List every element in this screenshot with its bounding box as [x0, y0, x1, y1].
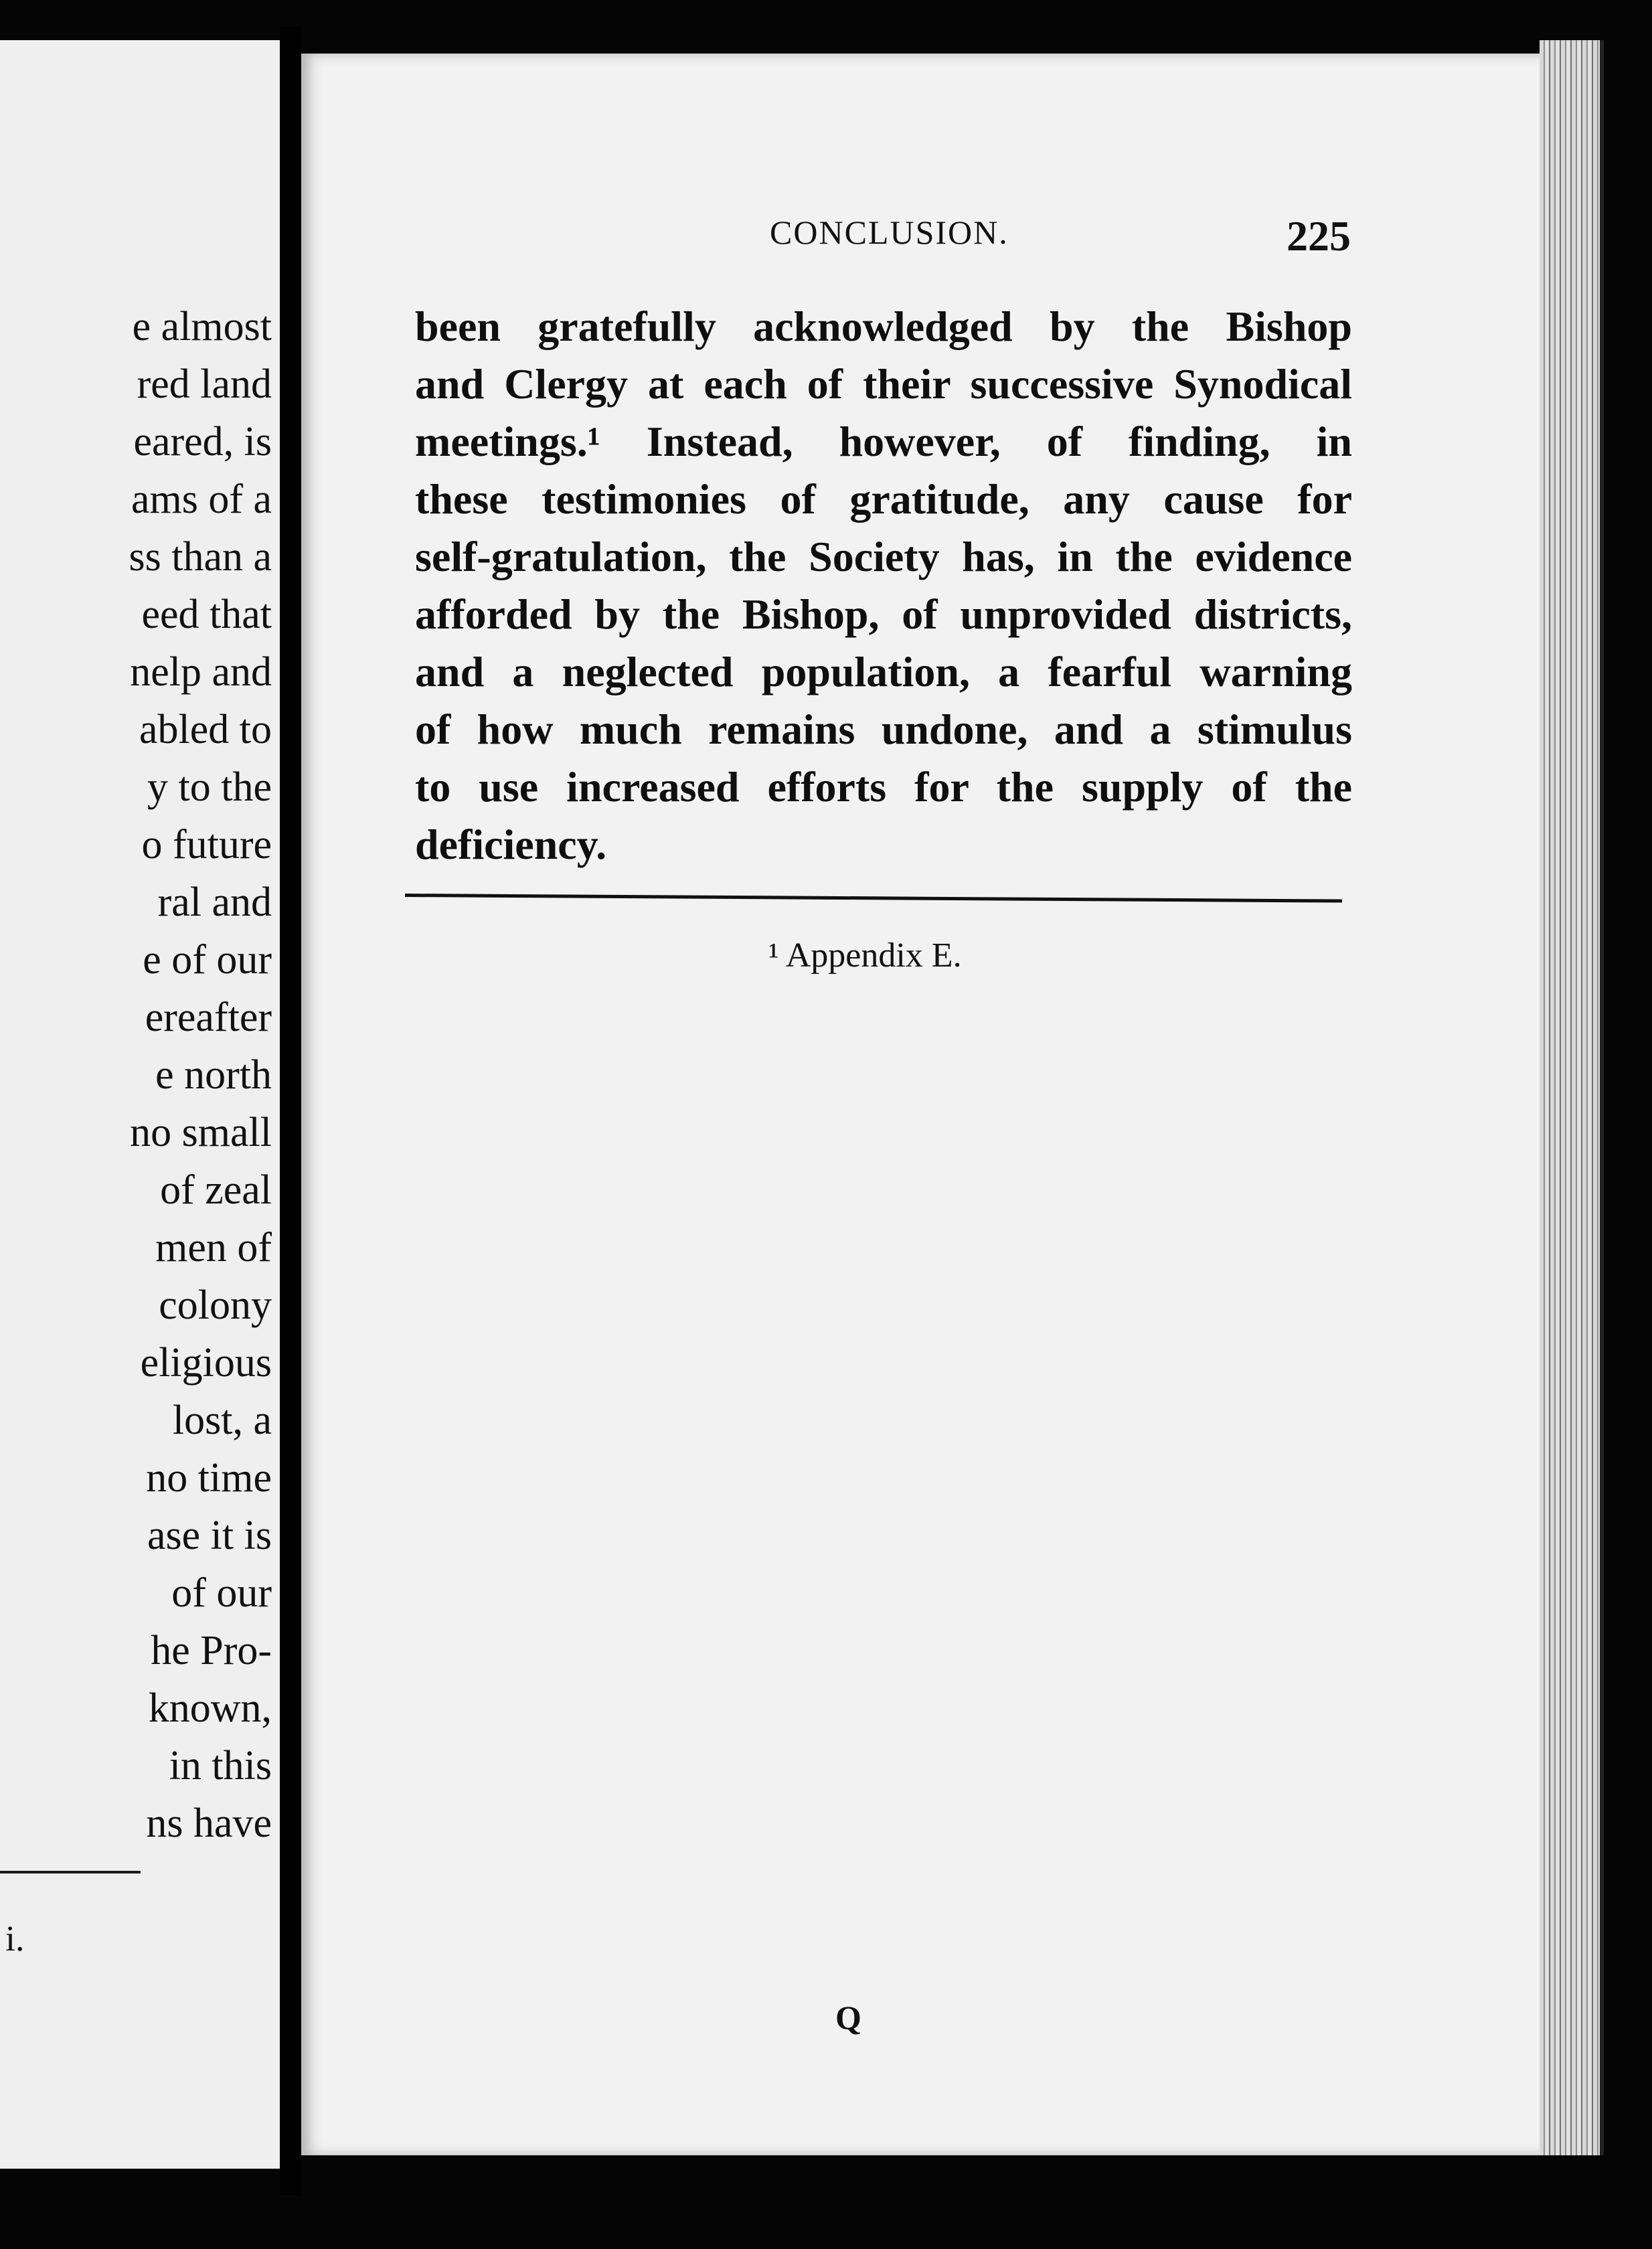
book-gutter: [280, 27, 301, 2195]
left-page-line: red land: [137, 361, 272, 407]
left-page-line: e almost: [132, 304, 272, 349]
body-text-line: been gratefully acknowledged by the Bishop: [415, 303, 1352, 350]
body-text-line: and Clergy at each of their successive Synodical: [415, 360, 1352, 408]
left-page-line: of our: [171, 1570, 272, 1616]
left-page-line: men of: [155, 1225, 272, 1270]
body-text-line: these testimonies of gratitude, any cause for: [415, 475, 1352, 523]
left-page-line: no time: [146, 1455, 272, 1501]
left-page-line: colony: [159, 1282, 272, 1328]
left-page-line: ral and: [157, 880, 272, 925]
left-page-line: ereafter: [145, 995, 272, 1040]
body-text-line: deficiency.: [415, 821, 607, 868]
footnote: ¹ Appendix E.: [768, 936, 962, 975]
body-text-line: meetings.¹ Instead, however, of finding, in: [415, 418, 1352, 465]
left-page-line: y to the: [147, 764, 272, 810]
left-page-line: ns have: [146, 1801, 272, 1846]
left-page-line: ams of a: [131, 477, 272, 522]
left-page-line: no small: [130, 1110, 272, 1155]
left-footnote-rule: [0, 1871, 141, 1873]
left-page-line: ase it is: [147, 1513, 272, 1558]
left-page-line: eligious: [140, 1340, 272, 1386]
body-text-line: and a neglected population, a fearful warning: [415, 648, 1352, 695]
left-facing-page: [0, 40, 280, 2169]
signature-mark: Q: [835, 1999, 861, 2036]
left-page-line: o future: [141, 822, 272, 867]
left-page-line: e north: [155, 1052, 272, 1098]
left-page-line: nelp and: [130, 649, 272, 695]
left-page-line: he Pro-: [151, 1628, 272, 1673]
left-page-line: eed that: [141, 592, 272, 637]
left-page-line: eared, is: [133, 419, 272, 465]
page-edges: [1540, 40, 1604, 2155]
page-number: 225: [1287, 212, 1351, 260]
left-page-line: in this: [169, 1743, 272, 1788]
left-page-line: e of our: [143, 937, 272, 983]
left-page-line: ss than a: [129, 534, 272, 580]
left-footnote: i.: [5, 1918, 25, 1959]
left-page-line: of zeal: [160, 1167, 272, 1213]
left-page-line: known,: [148, 1685, 272, 1731]
body-text-line: self-gratulation, the Society has, in the evidence: [415, 533, 1352, 580]
running-head: CONCLUSION.: [770, 214, 1009, 251]
body-text-line: to use increased efforts for the supply of the: [415, 763, 1352, 811]
left-page-line: abled to: [139, 707, 272, 752]
body-text-line: afforded by the Bishop, of unprovided districts,: [415, 590, 1352, 638]
body-text-line: of how much remains undone, and a stimulus: [415, 705, 1352, 753]
left-page-line: lost, a: [172, 1398, 272, 1443]
